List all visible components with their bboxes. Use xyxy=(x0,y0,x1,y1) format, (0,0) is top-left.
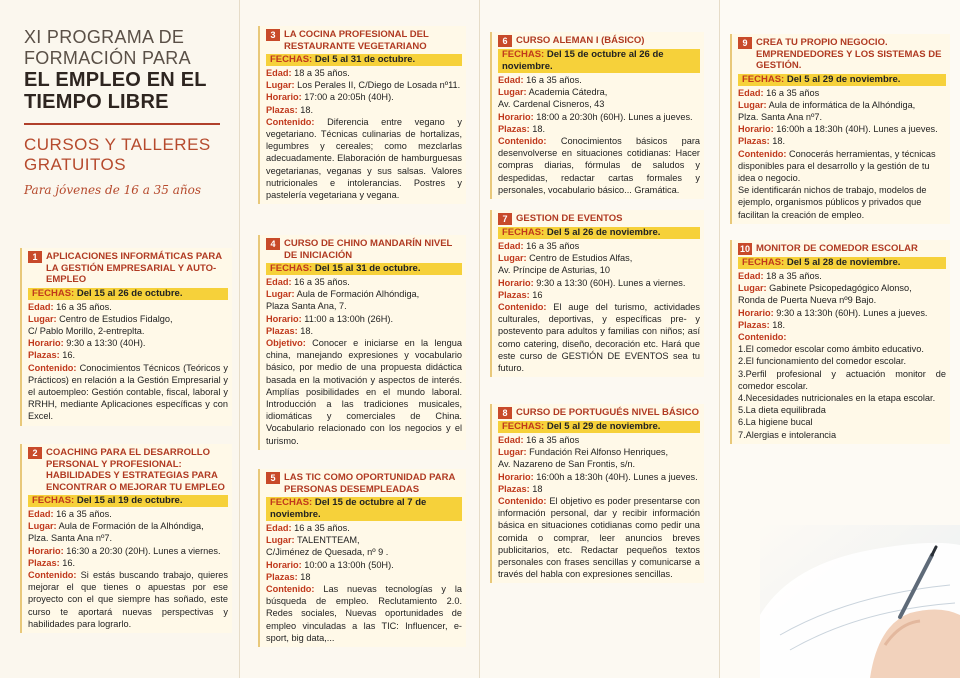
course-seats: 18. xyxy=(300,325,314,336)
course-age: 16 a 35 años xyxy=(526,241,580,251)
course-title: LA COCINA PROFESIONAL DEL RESTAURANTE VEGETARIANO xyxy=(284,29,429,52)
course-place-2: Ronda de Puerta Nueva nº9 Bajo. xyxy=(738,295,877,306)
course-dates: FECHAS: Del 5 al 29 de noviembre. xyxy=(738,74,946,86)
course-dates: FECHAS: Del 15 de octubre al 7 de noviembre. xyxy=(266,497,462,521)
course-place-2: Plza. Santa Ana nº7. xyxy=(28,533,113,544)
course-title: CURSO DE CHINO MANDARÍN NIVEL DE INICIACIÓN xyxy=(284,238,453,261)
course-dates: FECHAS: Del 15 al 31 de octubre. xyxy=(266,263,462,275)
course-objective: Conocer e iniciarse en la lengua china, manejando expresiones y vocabulario básico, por medio de una propuesta didáctica basada en la motivación y aspectos de interés. Amplías posibilidades en el mundo laboral. Introducción a las tradiciones musicales, idiomáticas y comerciales de China. Vocabulario relacionado con los negocios y el turismo. xyxy=(266,338,462,446)
course-place-2: C/ Pablo Morillo, 2-entreplta. xyxy=(28,325,145,336)
course-title: LAS TIC COMO OPORTUNIDAD PARA PERSONAS DESEMPLEADAS xyxy=(284,472,455,495)
course-title: CURSO DE PORTUGUÉS NIVEL BÁSICO xyxy=(516,407,699,418)
course-dates: FECHAS: Del 15 de octubre al 26 de noviembre. xyxy=(498,49,700,73)
course-place-2: Plza. Santa Ana nº7. xyxy=(738,111,823,122)
course-content: Conocerás herramientas, y técnicas disponibles para el desarrollo y la gestión de tu idea o negocio. xyxy=(738,148,936,183)
course-seats: 18 xyxy=(532,483,543,494)
course-card: 6 CURSO ALEMAN I (BÁSICO) FECHAS: Del 15 de octubre al 26 de noviembre. Edad: 16 a 35 años. Lugar: Academia Cátedra, Av. Cardenal Cisneros, 43 Horario: 18:00 a 20:30h (60H). Lunes a jueves. Plazas: 18. Contenido: Conocimientos básicos para desenvolverse en situaciones cotidianas: Hacer compras diarias, fórmulas de saludos y despedidas, redactar cartas formales y personales, vocabulario básico... Gramática. xyxy=(490,32,704,199)
course-age: 18 a 35 años. xyxy=(766,271,822,281)
course-title: GESTION DE EVENTOS xyxy=(516,213,623,224)
course-number: 7 xyxy=(498,213,512,225)
course-place: Centro de Estudios Fidalgo, xyxy=(59,313,173,324)
course-dates: FECHAS: Del 5 al 26 de noviembre. xyxy=(498,227,700,239)
course-number: 1 xyxy=(28,251,42,263)
course-place: Fundación Rei Alfonso Henriques, xyxy=(529,447,669,458)
course-number: 4 xyxy=(266,238,280,250)
course-dates: FECHAS: Del 5 al 28 de noviembre. xyxy=(738,257,946,269)
subtitle-line-1: CURSOS Y TALLERES xyxy=(24,135,211,154)
course-title: CURSO ALEMAN I (BÁSICO) xyxy=(516,35,645,46)
course-schedule: 9:30 a 13:30 (40H). xyxy=(66,338,146,349)
header-line-2: FORMACIÓN PARA xyxy=(24,48,191,68)
course-content: El objetivo es poder presentarse con información personal, dar y recibir información básica en situaciones cotidianas como pedir una comida o comprar, leer anuncios breves publicitarios, etc. Redactar pequeños textos personales con frases sencillas y comunicarse a través del habla con expresiones sencillas. xyxy=(498,496,700,580)
course-content: Las nuevas tecnologías y la búsqueda de empleo. Reclutamiento 2.0. Redes sociales, Nuevas oportunidades de empleo vinculadas a las TIC: Influencer, e-sport, big data,... xyxy=(266,584,462,643)
course-seats: 18. xyxy=(772,136,786,147)
course-title: MONITOR DE COMEDOR ESCOLAR xyxy=(756,243,918,254)
course-age: 16 a 35 años. xyxy=(56,301,112,312)
header-line-1: XI PROGRAMA DE xyxy=(24,27,185,47)
course-card: 2 COACHING PARA EL DESARROLLO PERSONAL Y PROFESIONAL: HABILIDADES Y ESTRATEGIAS PARA ENCONTRAR O MEJORAR TU EMPLEO FECHAS: Del 15 al 19 de octubre. Edad: 16 a 35 años. Lugar: Aula de Formación de la Alhóndiga, Plza. Santa Ana nº7. Horario: 16:30 a 20:30 (20H). Lunes a viernes. Plazas: 16. Contenido: Si estás buscando trabajo, quieres mejorar el que tienes o apuestas por ese proyecto con el que siempre has soñado, este curso te aportará nuevas perspectivas y habilidades para lograrlo. xyxy=(20,444,232,633)
course-number: 2 xyxy=(28,447,42,459)
course-age: 18 a 35 años. xyxy=(294,68,350,78)
course-title: CREA TU PROPIO NEGOCIO. EMPRENDEDORES Y LOS SISTEMAS DE GESTIÓN. xyxy=(756,37,942,71)
course-content: Conocimientos básicos para desenvolverse en situaciones cotidianas: Hacer compras diarias, fórmulas de saludos y despedidas, redactar cartas formales y personales, vocabulario básico... Gramática. xyxy=(498,136,700,195)
course-title: COACHING PARA EL DESARROLLO PERSONAL Y PROFESIONAL: HABILIDADES Y ESTRATEGIAS PARA ENCONTRAR O MEJORAR TU EMPLEO xyxy=(46,447,225,493)
course-title: APLICACIONES INFORMÁTICAS PARA LA GESTIÓN EMPRESARIAL Y AUTO-EMPLEO xyxy=(46,251,222,285)
course-extra: Se identificarán nichos de trabajo, modelos de ejemplo, organismos públicos y privados que facilitan la creación de empleo. xyxy=(738,185,927,220)
course-place: TALENTTEAM, xyxy=(296,535,360,546)
subtitle-line-2: GRATUITOS xyxy=(24,155,127,174)
brochure-header xyxy=(24,27,234,197)
course-place: Centro de Estudios Alfas, xyxy=(529,253,633,264)
course-place-2: C/Jiménez de Quesada, nº 9 . xyxy=(266,547,389,558)
course-seats: 18. xyxy=(300,104,314,115)
course-age: 16 a 35 años xyxy=(526,435,580,445)
course-age: 16 a 35 años. xyxy=(56,509,112,519)
header-line-4: TIEMPO LIBRE xyxy=(24,91,169,113)
course-number: 9 xyxy=(738,37,752,49)
content-item: 2.El funcionamiento del comedor escolar. xyxy=(738,356,907,367)
course-schedule: 11:00 a 13:00h (26H). xyxy=(304,313,393,324)
course-seats: 18. xyxy=(532,123,546,134)
course-place-2: Av. Cardenal Cisneros, 43 xyxy=(498,99,605,110)
course-card: 5 LAS TIC COMO OPORTUNIDAD PARA PERSONAS DESEMPLEADAS FECHAS: Del 15 de octubre al 7 de noviembre. Edad: 16 a 35 años. Lugar: TALENTTEAM, C/Jiménez de Quesada, nº 9 . Horario: 10:00 a 13:00h (50H). Plazas: 18 Contenido: Las nuevas tecnologías y la búsqueda de empleo. Reclutamiento 2.0. Redes sociales, Nuevas oportunidades de empleo vinculadas a las TIC: Influencer, e-sport, big data,... xyxy=(258,469,466,647)
course-seats: 16. xyxy=(62,557,76,568)
course-schedule: 10:00 a 13:00h (50H). xyxy=(304,559,394,570)
course-number: 10 xyxy=(739,244,750,254)
course-schedule: 16:00h a 18:30h (40H). Lunes a jueves. xyxy=(536,471,698,482)
course-age: 16 a 35 años. xyxy=(526,75,582,85)
course-number: 5 xyxy=(266,472,280,484)
course-dates: FECHAS: Del 5 al 31 de octubre. xyxy=(266,54,462,66)
course-content: El auge del turismo, actividades culturales, deportivas, y específicas pre- y postevento para adultos y familias con niños; así como catering, diseño, decoración etc. Hará que este curso de GESTIÓN DE EVENTOS sea tu futuro. xyxy=(498,302,700,374)
course-place-2: Av. Nazareno de San Frontis, s/n. xyxy=(498,459,636,470)
course-place: Gabinete Psicopedagógico Alonso, xyxy=(769,283,912,294)
course-place: Los Perales II, C/Diego de Losada nº11. xyxy=(297,80,461,91)
course-card: 9 CREA TU PROPIO NEGOCIO. EMPRENDEDORES Y LOS SISTEMAS DE GESTIÓN. FECHAS: Del 5 al 29 de noviembre. Edad: 16 a 35 años Lugar: Aula de informática de la Alhóndiga, Plza. Santa Ana nº7. Horario: 16:00h a 18:30h (40H). Lunes a jueves. Plazas: 18. Contenido: Conocerás herramientas, y técnicas disponibles para el desarrollo y la gestión de tu idea o negocio. Se identificarán nichos de trabajo, modelos de ejemplo, organismos públicos y privados que facilitan la creación de empleo. xyxy=(730,34,950,224)
course-card: 4 CURSO DE CHINO MANDARÍN NIVEL DE INICIACIÓN FECHAS: Del 15 al 31 de octubre. Edad: 16 a 35 años. Lugar: Aula de Formación Alhóndiga, Plaza Santa Ana, 7. Horario: 11:00 a 13:00h (26H). Plazas: 18. Objetivo: Conocer e iniciarse en la lengua china, manejando expresiones y vocabulario básico, por medio de una propuesta didáctica basada en la motivación y aspectos de interés. Amplías posibilidades en el mundo laboral. Introducción a las tradiciones musicales, idiomáticas y comerciales de China. Vocabulario relacionado con los negocios y el turismo. xyxy=(258,235,466,450)
course-seats: 16 xyxy=(532,289,543,300)
course-content: Diferencia entre vegano y vegetariano. Técnicas culinarias de hortalizas, legumbres y cereales; como mezclarlas adecuadamente. Elaboración de hamburguesas vegetarianas, veganas y sus salsas. Valores nutricionales e intolerancias. Postres y pastelería vegetariana y vegana. xyxy=(266,116,462,201)
course-place-2: Plaza Santa Ana, 7. xyxy=(266,301,347,312)
course-schedule: 16:30 a 20:30 (20H). Lunes a viernes. xyxy=(66,545,221,556)
course-place: Aula de Formación de la Alhóndiga, xyxy=(58,521,204,532)
course-place: Academia Cátedra, xyxy=(528,87,608,98)
course-schedule: 9:30 a 13:30 (60H). Lunes a viernes. xyxy=(536,277,686,288)
course-age: 16 a 35 años xyxy=(766,87,820,98)
content-item: 6.La higiene bucal xyxy=(738,417,813,428)
tagline: Para jóvenes de 16 a 35 años xyxy=(24,183,202,197)
course-card: 8 CURSO DE PORTUGUÉS NIVEL BÁSICO FECHAS: Del 5 al 29 de noviembre. Edad: 16 a 35 años Lugar: Fundación Rei Alfonso Henriques, Av. Nazareno de San Frontis, s/n. Horario: 16:00h a 18:30h (40H). Lunes a jueves. Plazas: 18 Contenido: El objetivo es poder presentarse con información personal, dar y recibir información básica en situaciones cotidianas como pedir una comida o comprar, leer anuncios breves publicitarios, etc. Redactar pequeños textos personales con frases sencillas y comunicarse a través del habla con expresiones sencillas. xyxy=(490,404,704,583)
divider xyxy=(24,123,220,125)
course-card: 1 APLICACIONES INFORMÁTICAS PARA LA GESTIÓN EMPRESARIAL Y AUTO-EMPLEO FECHAS: Del 15 al 26 de octubre. Edad: 16 a 35 años. Lugar: Centro de Estudios Fidalgo, C/ Pablo Morillo, 2-entreplta. Horario: 9:30 a 13:30 (40H). Plazas: 16. Contenido: Conocimientos Técnicos (Teóricos y Prácticos) en relación a la Gestión Empresarial y el autoempleo: Gestión contable, fiscal, laboral y RRHH, mediante Aplicaciones específicas y con Excel. xyxy=(20,248,232,426)
content-item: 3.Perfil profesional y actuación monitor de comedor escolar. xyxy=(738,368,946,391)
course-dates: FECHAS: Del 5 al 29 de noviembre. xyxy=(498,421,700,433)
content-item: 4.Necesidades nutricionales en la etapa escolar. xyxy=(738,393,936,404)
course-dates: FECHAS: Del 15 al 19 de octubre. xyxy=(28,495,228,507)
header-line-3: EL EMPLEO EN EL xyxy=(24,69,207,91)
content-item: 7.Alergias e intolerancia xyxy=(738,429,837,440)
course-schedule: 17:00 a 20:05h (40H). xyxy=(304,92,394,103)
course-age: 16 a 35 años. xyxy=(294,277,350,287)
course-schedule: 9:30 a 13:30h (60H). Lunes a jueves. xyxy=(776,307,928,318)
course-dates: FECHAS: Del 15 al 26 de octubre. xyxy=(28,288,228,300)
course-number: 3 xyxy=(266,29,280,41)
course-age: 16 a 35 años. xyxy=(294,523,350,533)
content-item: 5.La dieta equilibrada xyxy=(738,405,826,416)
course-seats: 18 xyxy=(300,571,311,582)
course-schedule: 18:00 a 20:30h (60H). Lunes a jueves. xyxy=(536,111,693,122)
course-number: 8 xyxy=(498,407,512,419)
course-card: 7 GESTION DE EVENTOS FECHAS: Del 5 al 26 de noviembre. Edad: 16 a 35 años Lugar: Centro de Estudios Alfas, Av. Príncipe de Asturias, 10 Horario: 9:30 a 13:30 (60H). Lunes a viernes. Plazas: 16 Contenido: El auge del turismo, actividades culturales, deportivas, y específicas pre- y postevento para adultos y familias con niños; así como catering, diseño, decoración etc. Hará que este curso de GESTIÓN DE EVENTOS sea tu futuro. xyxy=(490,210,704,377)
course-card: 10 MONITOR DE COMEDOR ESCOLAR FECHAS: Del 5 al 28 de noviembre. Edad: 18 a 35 años. Lugar: Gabinete Psicopedagógico Alonso, Ronda de Puerta Nueva nº9 Bajo. Horario: 9:30 a 13:30h (60H). Lunes a jueves. Plazas: 18. Contenido: 1.El comedor escolar como ámbito educativo. 2.El funcionamiento del comedor escolar. 3.Perfil profesional y actuación monitor de comedor escolar. 4.Necesidades nutricionales en la etapa escolar. 5.La dieta equilibrada 6.La higiene bucal 7.Alergias e intolerancia xyxy=(730,240,950,444)
content-item: 1.El comedor escolar como ámbito educativo. xyxy=(738,344,924,355)
hand-writing-photo xyxy=(760,525,960,678)
course-schedule: 16:00h a 18:30h (40H). Lunes a jueves. xyxy=(776,124,938,135)
course-place-2: Av. Príncipe de Asturias, 10 xyxy=(498,265,611,276)
course-seats: 16. xyxy=(62,350,76,361)
course-content: Si estás buscando trabajo, quieres mejorar el que tienes o apuestas por ese proyecto con el que siempre has soñado, este curso te aportará nuevas perspectivas y habilidades para lograrlo. xyxy=(28,570,228,629)
course-content: Conocimientos Técnicos (Teóricos y Prácticos) en relación a la Gestión Empresarial y el autoempleo: Gestión contable, fiscal, laboral y RRHH, mediante Aplicaciones específicas y con Excel. xyxy=(28,362,228,422)
course-number: 6 xyxy=(498,35,512,47)
course-place: Aula de Formación Alhóndiga, xyxy=(296,289,420,300)
course-seats: 18. xyxy=(772,319,786,330)
course-card: 3 LA COCINA PROFESIONAL DEL RESTAURANTE VEGETARIANO FECHAS: Del 5 al 31 de octubre. Edad: 18 a 35 años. Lugar: Los Perales II, C/Diego de Losada nº11. Horario: 17:00 a 20:05h (40H). Plazas: 18. Contenido: Diferencia entre vegano y vegetariano. Técnicas culinarias de hortalizas, legumbres y cereales; como mezclarlas adecuadamente. Elaboración de hamburguesas vegetarianas, veganas y sus salsas. Valores nutricionales e intolerancias. Postres y pastelería vegetariana y vegana. xyxy=(258,26,466,204)
course-place: Aula de informática de la Alhóndiga, xyxy=(768,99,916,110)
